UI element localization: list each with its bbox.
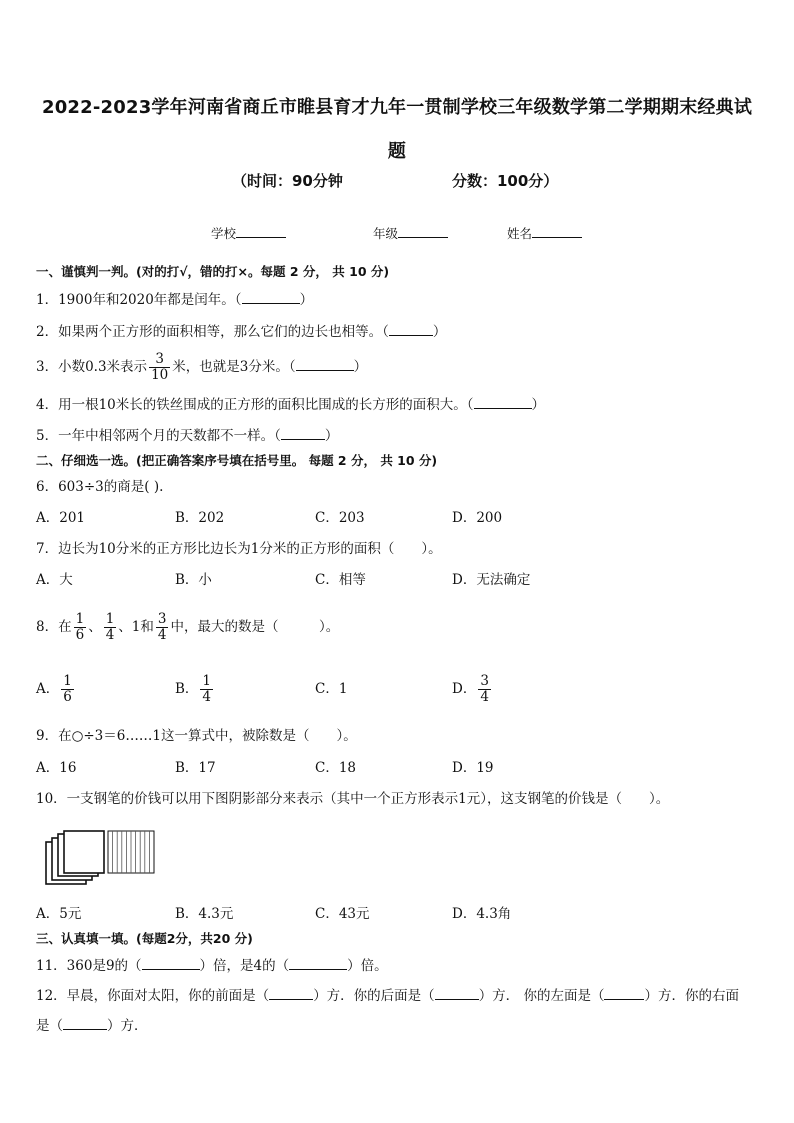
fraction-denominator: 10: [151, 367, 169, 383]
choice-a[interactable]: A．5元: [36, 906, 82, 922]
unit-square: [64, 831, 104, 873]
section1-heading: 一、谨慎判一判。(对的打√，错的打×。每题 2 分， 共 10 分): [36, 264, 390, 279]
question-12-text: 12．早晨，你面对太阳，你的前面是（: [36, 988, 270, 1004]
exam-info: [0, 170, 794, 192]
answer-blank-12c[interactable]: [604, 985, 644, 1000]
question-10: 10．一支钢笔的价钱可以用下图阴影部分来表示（其中一个正方形表示1元），这支钢笔的价钱是（ ）。: [36, 791, 670, 807]
fraction-numerator: 1: [75, 611, 85, 627]
question-7: 7．边长为10分米的正方形比边长为1分米的正方形的面积（ ）。: [36, 541, 442, 557]
answer-blank-5[interactable]: [281, 425, 325, 440]
fraction-numerator: 1: [105, 611, 115, 627]
choice-b[interactable]: B．202: [175, 510, 225, 526]
question-11: [36, 955, 388, 976]
paren-close: ）: [353, 359, 368, 375]
paren-close: ）: [531, 397, 546, 413]
question-3-text: 3．小数0.3米表示: [36, 359, 148, 375]
choice-b[interactable]: B．4.3元: [175, 906, 234, 922]
school-field: [211, 224, 286, 242]
grade-label: 年级: [373, 226, 399, 241]
question-12: [36, 981, 758, 1041]
paren-close: ）: [299, 292, 314, 308]
choice-b-label: B．: [175, 681, 199, 697]
paren-close: ）: [432, 324, 447, 340]
student-fields: [0, 224, 794, 244]
choice-d[interactable]: D．4.3角: [452, 906, 512, 922]
question-12-text-e: 是（: [36, 1018, 63, 1034]
question-9-choices: [36, 757, 756, 779]
fraction-1-4: [104, 612, 117, 643]
choice-a[interactable]: A．16: [36, 760, 77, 776]
answer-blank-4[interactable]: [474, 394, 532, 409]
choice-c[interactable]: C．相等: [315, 572, 366, 588]
question-12-text-f: ）方．: [107, 1018, 148, 1034]
answer-blank-12d[interactable]: [63, 1015, 107, 1030]
choice-a-label: A．: [36, 681, 60, 697]
choice-c[interactable]: C．43元: [315, 906, 370, 922]
choice-d[interactable]: D．19: [452, 760, 494, 776]
fraction-denominator: 4: [480, 689, 489, 705]
question-2: [36, 321, 446, 342]
answer-blank-11a[interactable]: [142, 955, 200, 970]
question-11-text: 11．360是9的（: [36, 958, 142, 974]
answer-blank-2[interactable]: [389, 321, 433, 336]
score-label: 分数：100分）: [452, 172, 559, 190]
fraction-3-4: [156, 612, 169, 643]
fraction-1-6: [74, 612, 87, 643]
choice-a[interactable]: [36, 668, 76, 710]
question-8-choices: [36, 668, 756, 710]
question-2-text: 2．如果两个正方形的面积相等，那么它们的边长也相等。（: [36, 324, 389, 340]
choice-d[interactable]: [452, 668, 493, 710]
name-blank[interactable]: [532, 224, 582, 238]
question-6: 6．603÷3的商是( ).: [36, 479, 164, 495]
grade-blank[interactable]: [398, 224, 448, 238]
choice-c[interactable]: C．203: [315, 510, 365, 526]
choice-d[interactable]: D．无法确定: [452, 572, 531, 588]
fraction-1-6: [61, 674, 74, 705]
fraction-1-4: [200, 674, 213, 705]
question-5-text: 5．一年中相邻两个月的天数都不一样。（: [36, 428, 281, 444]
fraction-numerator: 1: [202, 673, 212, 689]
grade-field: [373, 224, 448, 242]
school-blank[interactable]: [236, 224, 286, 238]
answer-blank-11b[interactable]: [289, 955, 347, 970]
question-7-choices: [36, 569, 756, 591]
fraction-denominator: 4: [157, 627, 167, 643]
question-12-text-b: ）方．你的后面是（: [313, 988, 435, 1004]
fraction-numerator: 1: [63, 673, 72, 689]
question-10-choices: [36, 903, 756, 925]
question-4: [36, 394, 545, 415]
question-12-text-c: ）方． 你的左面是（: [478, 988, 605, 1004]
fraction-numerator: 3: [480, 673, 489, 689]
fraction-numerator: 3: [149, 352, 170, 368]
time-label: （时间：90分钟: [232, 172, 343, 190]
name-field: [507, 224, 582, 242]
section2-heading: 二、仔细选一选。(把正确答案序号填在括号里。 每题 2 分， 共 10 分): [36, 453, 438, 468]
choice-b[interactable]: B．小: [175, 572, 212, 588]
fraction-denominator: 6: [75, 627, 85, 643]
school-label: 学校: [211, 226, 237, 241]
question-6-choices: [36, 507, 756, 529]
page-title: 2022-2023学年河南省商丘市睢县育才九年一贯制学校三年级数学第二学期期末经典试题: [41, 97, 753, 162]
question-8-text: 8．在: [36, 619, 72, 635]
question-8-text-end: 中，最大的数是（ ）。: [170, 619, 340, 635]
question-8: [36, 606, 339, 648]
choice-a[interactable]: A．201: [36, 510, 86, 526]
fraction-numerator: 3: [157, 611, 167, 627]
question-3: [36, 346, 367, 388]
question-5: [36, 425, 338, 446]
answer-blank-12a[interactable]: [269, 985, 313, 1000]
paren-close: ）: [324, 428, 339, 444]
choice-d[interactable]: D．200: [452, 510, 503, 526]
question-3-text-end: 米，也就是3分米。（: [172, 359, 296, 375]
answer-blank-3[interactable]: [296, 356, 354, 371]
separator: 、: [88, 619, 102, 635]
section3-heading: 三、认真填一填。(每题2分，共20 分): [36, 931, 253, 946]
question-12-text-d: ）方．你的右面: [644, 988, 739, 1004]
fraction-3-4: [478, 674, 491, 705]
choice-a[interactable]: A．大: [36, 572, 73, 588]
answer-blank-12b[interactable]: [435, 985, 479, 1000]
question-11-text-mid: ）倍，是4的（: [199, 958, 290, 974]
question-9: 9．在○÷3＝6……1这一算式中，被除数是（ ）。: [36, 728, 357, 744]
question-1-text: 1．1900年和2020年都是闰年。（: [36, 292, 242, 308]
name-label: 姓名: [507, 226, 533, 241]
choice-c[interactable]: C．1: [315, 681, 348, 697]
choice-d-label: D．: [452, 681, 477, 697]
fraction-3-10: [149, 352, 170, 383]
question-4-text: 4．用一根10米长的铁丝围成的正方形的面积比围成的长方形的面积大。（: [36, 397, 474, 413]
choice-b[interactable]: B．17: [175, 760, 216, 776]
money-squares-figure: [44, 830, 164, 890]
answer-blank-1[interactable]: [242, 289, 300, 304]
question-11-text-end: ）倍。: [347, 958, 388, 974]
fraction-denominator: 4: [202, 689, 212, 705]
separator: 、1和: [118, 619, 154, 635]
question-1: [36, 289, 313, 310]
choice-c[interactable]: C．18: [315, 760, 357, 776]
fraction-denominator: 6: [63, 689, 72, 705]
choice-b[interactable]: [175, 668, 215, 710]
fraction-denominator: 4: [105, 627, 115, 643]
